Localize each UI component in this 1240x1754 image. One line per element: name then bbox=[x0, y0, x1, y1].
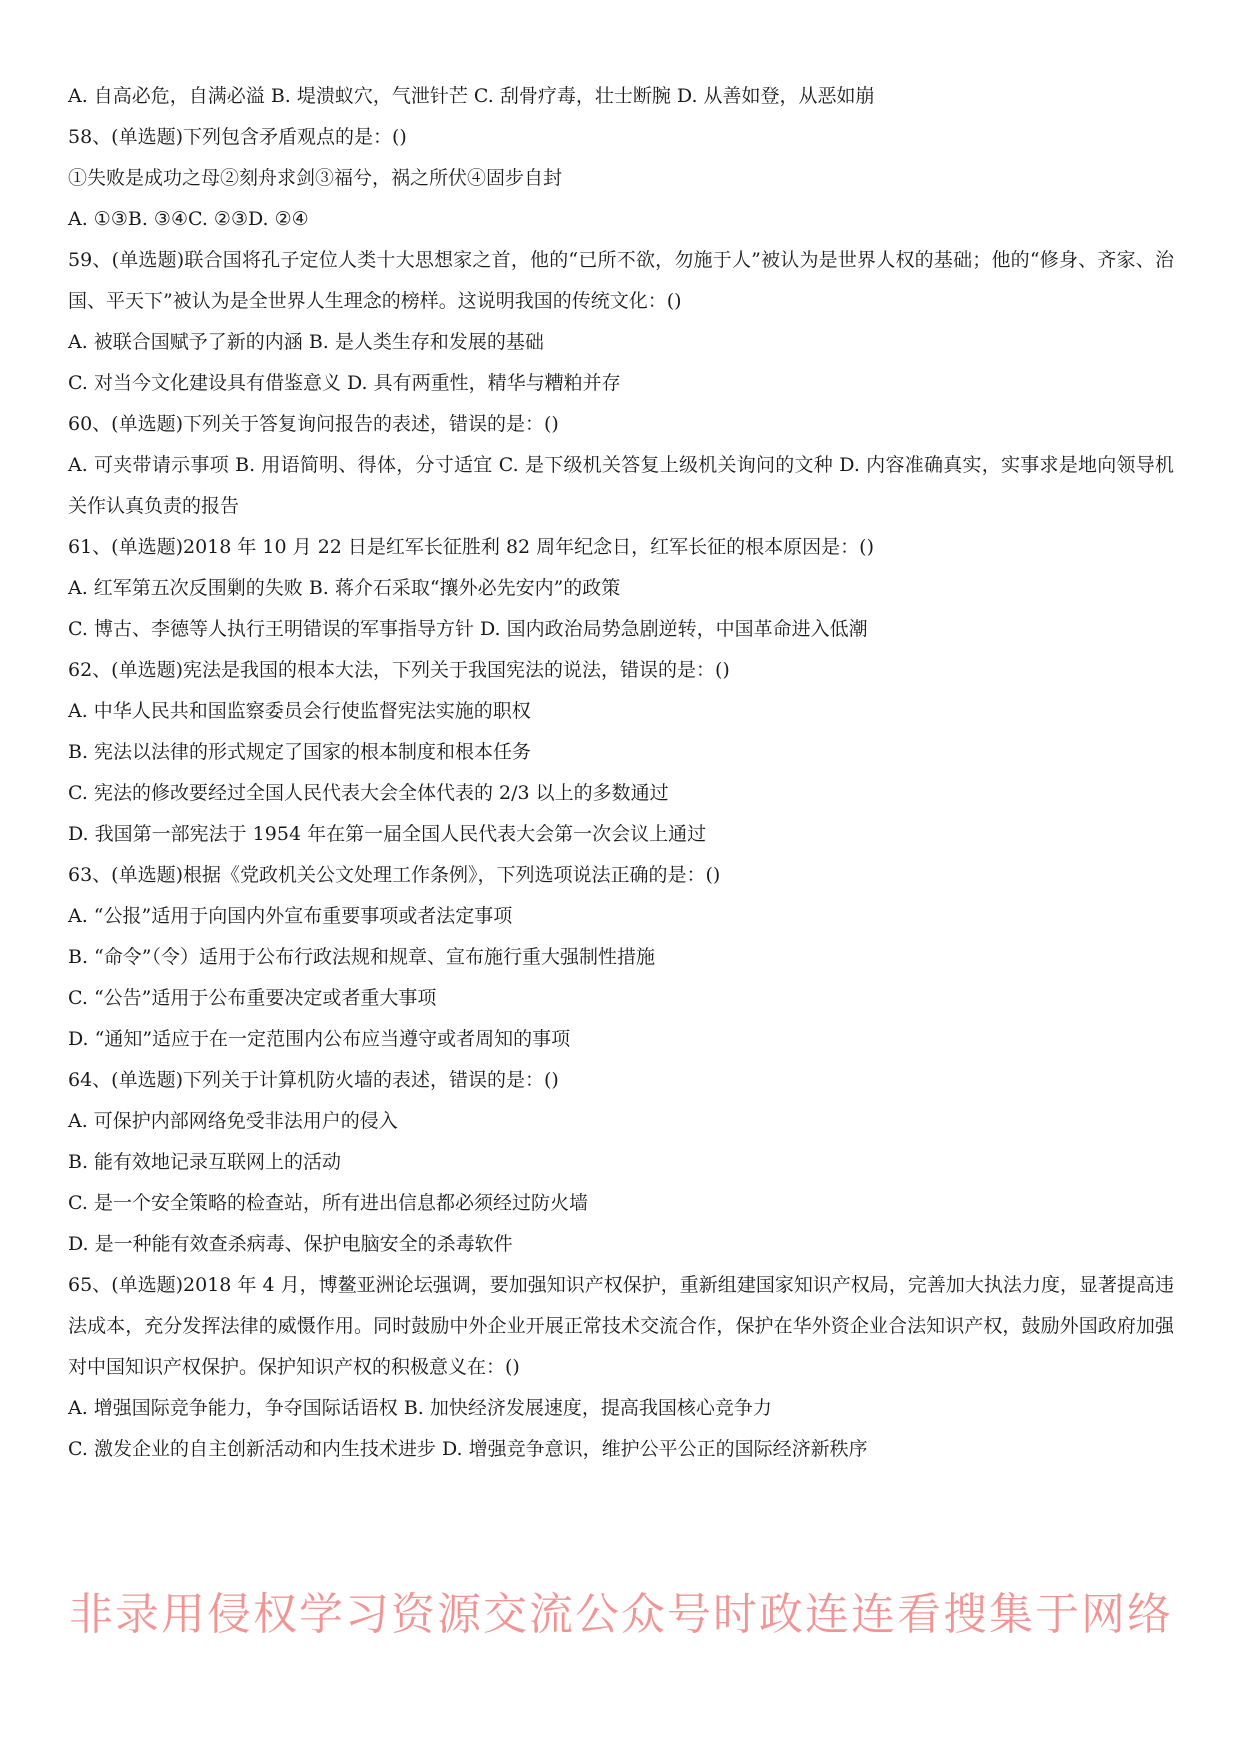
q65-options-cd: C. 激发企业的自主创新活动和内生技术进步 D. 增强竞争意识，维护公平公正的国际经济新秩序 bbox=[68, 1438, 868, 1460]
watermark-text: 非录用侵权学习资源交流公众号时政连连看搜集于网络 bbox=[69, 1589, 1173, 1640]
q59-options-ab: A. 被联合国赋予了新的内涵 B. 是人类生存和发展的基础 bbox=[68, 331, 544, 353]
q62-option-b: B. 宪法以法律的形式规定了国家的根本制度和根本任务 bbox=[68, 741, 532, 763]
q63-option-d: D. “通知”适应于在一定范围内公布应当遵守或者周知的事项 bbox=[68, 1028, 571, 1050]
q59-stem: 59、(单选题)联合国将孔子定位人类十大思想家之首，他的“已所不欲，勿施于人”被认为是世界人权的基础；他的“修身、齐家、治国、平天下”被认为是全世界人生理念的榜样。这说明我国的传统文化：() bbox=[68, 249, 1174, 312]
q61-stem: 61、(单选题)2018 年 10 月 22 日是红军长征胜利 82 周年纪念日，红军长征的根本原因是：() bbox=[68, 536, 874, 558]
q65-stem: 65、(单选题)2018 年 4 月，博鳌亚洲论坛强调，要加强知识产权保护，重新组建国家知识产权局，完善加大执法力度，显著提高违法成本，充分发挥法律的威慑作用。同时鼓励中外企业开展正常技术交流合作，保护在华外资企业合法知识产权，鼓励外国政府加强对中国知识产权保护。保护知识产权的积极意义在：() bbox=[68, 1274, 1174, 1378]
q61-options-cd: C. 博古、李德等人执行王明错误的军事指导方针 D. 国内政治局势急剧逆转，中国革命进入低潮 bbox=[68, 618, 868, 640]
q62-option-d: D. 我国第一部宪法于 1954 年在第一届全国人民代表大会第一次会议上通过 bbox=[68, 823, 707, 845]
q64-option-a: A. 可保护内部网络免受非法用户的侵入 bbox=[68, 1110, 398, 1132]
q60-options: A. 可夹带请示事项 B. 用语简明、得体，分寸适宜 C. 是下级机关答复上级机关询问的文种 D. 内容准确真实，实事求是地向领导机关作认真负责的报告 bbox=[68, 454, 1174, 517]
q58-options: A. ①③B. ③④C. ②③D. ②④ bbox=[68, 208, 309, 230]
q62-stem: 62、(单选题)宪法是我国的根本大法，下列关于我国宪法的说法，错误的是：() bbox=[68, 659, 730, 681]
q63-option-a: A. “公报”适用于向国内外宣布重要事项或者法定事项 bbox=[68, 905, 513, 927]
q62-option-a: A. 中华人民共和国监察委员会行使监督宪法实施的职权 bbox=[68, 700, 531, 722]
q59-options-cd: C. 对当今文化建设具有借鉴意义 D. 具有两重性，精华与糟粕并存 bbox=[68, 372, 621, 394]
q58-statements: ①失败是成功之母②刻舟求剑③福兮，祸之所伏④固步自封 bbox=[68, 167, 563, 189]
q57-options: A. 自高必危，自满必溢 B. 堤溃蚁穴，气泄针芒 C. 刮骨疗毒，壮士断腕 D. 从善如登，从恶如崩 bbox=[68, 85, 875, 107]
q64-option-b: B. 能有效地记录互联网上的活动 bbox=[68, 1151, 342, 1173]
q61-options-ab: A. 红军第五次反围剿的失败 B. 蒋介石采取“攘外必先安内”的政策 bbox=[68, 577, 621, 599]
q64-option-c: C. 是一个安全策略的检查站，所有进出信息都必须经过防火墙 bbox=[68, 1192, 588, 1214]
q60-stem: 60、(单选题)下列关于答复询问报告的表述，错误的是：() bbox=[68, 413, 559, 435]
q65-options-ab: A. 增强国际竞争能力，争夺国际话语权 B. 加快经济发展速度，提高我国核心竞争力 bbox=[68, 1397, 772, 1419]
q63-option-b: B. “命令”（令）适用于公布行政法规和规章、宣布施行重大强制性措施 bbox=[68, 946, 655, 968]
document-body bbox=[68, 76, 1174, 1470]
q63-option-c: C. “公告”适用于公布重要决定或者重大事项 bbox=[68, 987, 437, 1009]
q63-stem: 63、(单选题)根据《党政机关公文处理工作条例》，下列选项说法正确的是：() bbox=[68, 864, 721, 886]
q64-option-d: D. 是一种能有效查杀病毒、保护电脑安全的杀毒软件 bbox=[68, 1233, 513, 1255]
q58-stem: 58、(单选题)下列包含矛盾观点的是：() bbox=[68, 126, 407, 148]
watermark bbox=[68, 1580, 1174, 1650]
q62-option-c: C. 宪法的修改要经过全国人民代表大会全体代表的 2/3 以上的多数通过 bbox=[68, 782, 669, 804]
q64-stem: 64、(单选题)下列关于计算机防火墙的表述，错误的是：() bbox=[68, 1069, 559, 1091]
